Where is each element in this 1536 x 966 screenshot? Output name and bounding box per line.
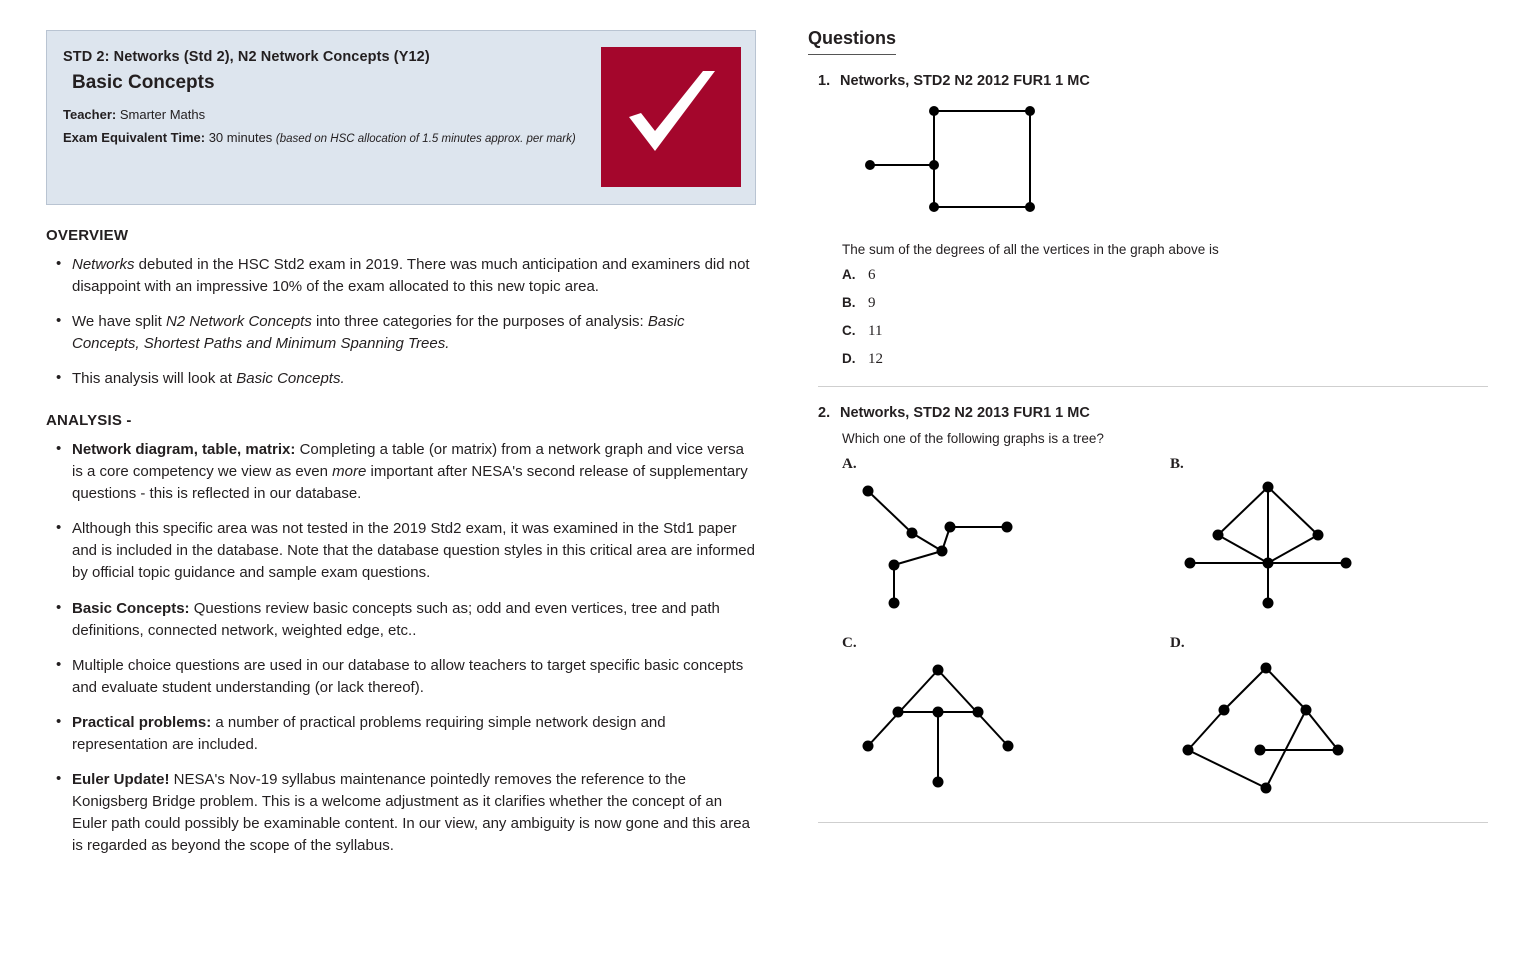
exam-time-row — [63, 129, 583, 148]
question-1-number: 1. — [818, 73, 831, 89]
analysis-bullet-text: NESA's Nov-19 syllabus maintenance pointedly removes the reference to the Konigsberg Bridge problem. This is a welcome adjustment as it clarifies whether the concept of an Euler path could possibly be examinable content. In our view, any ambiguity is now gone and this area is regarded as beyond the scope of the syllabus. — [72, 770, 750, 854]
option-a-graph — [842, 475, 1072, 625]
analysis-heading: ANALYSIS - — [46, 412, 132, 430]
overview-list — [46, 254, 756, 390]
option-b-graph — [1170, 475, 1400, 625]
question-1 — [808, 73, 1498, 368]
overview-bullet-text: We have split — [72, 313, 166, 331]
analysis-bullet-text: a number of practical problems requiring simple network design and representation are included. — [72, 713, 666, 753]
page-title: Basic Concepts — [72, 72, 215, 93]
question-2-option-a — [842, 456, 1170, 625]
option-label: C. — [842, 323, 856, 338]
analysis-bullet-item — [46, 598, 756, 642]
question-1-title — [818, 73, 1498, 89]
header-text-block — [63, 47, 583, 152]
overview-bullet-text: This analysis will look at — [72, 370, 237, 388]
option-value: 12 — [868, 351, 883, 367]
analysis-bullet-text: Basic Concepts: — [72, 599, 190, 617]
overview-bullet-item — [46, 368, 756, 390]
question-2-option-b — [1170, 456, 1498, 625]
overview-bullet-text: Basic Concepts, Shortest Paths and Minimum Spanning Trees. — [72, 313, 685, 353]
analysis-bullet-text: more — [332, 463, 367, 481]
option-a-label: A. — [842, 456, 857, 472]
question-2-body — [842, 431, 1498, 804]
tick-icon — [619, 65, 723, 169]
teacher-row — [63, 106, 583, 125]
question-1-option[interactable] — [842, 267, 1498, 284]
overview-bullet-text: Basic Concepts. — [236, 370, 345, 388]
left-column — [46, 30, 756, 870]
question-2-graph-row-top — [842, 456, 1498, 625]
exam-time-note: (based on HSC allocation of 1.5 minutes approx. per mark) — [275, 132, 576, 145]
overview-bullet-text: into three categories for the purposes of analysis: — [311, 313, 648, 331]
analysis-bullet-item — [46, 712, 756, 756]
overview-bullet-item — [46, 254, 756, 298]
overview-bullet-text: N2 Network Concepts — [165, 313, 312, 331]
analysis-bullet-text: Practical problems: — [72, 713, 212, 731]
question-2-number: 2. — [818, 405, 831, 421]
analysis-bullet-text: Although this specific area was not tested in the 2019 Std2 exam, it was examined in the Std1 paper and is included in the database. Note that the database question styles in this critical area are informed by official topic guidance and sample exam questions. — [72, 520, 755, 582]
option-label: D. — [842, 351, 856, 366]
option-label: A. — [842, 267, 856, 282]
right-column — [808, 28, 1498, 841]
question-1-body — [842, 99, 1498, 368]
question-1-stem: The sum of the degrees of all the vertices in the graph above is — [842, 242, 1219, 257]
question-2-title — [818, 405, 1498, 421]
option-c-label: C. — [842, 635, 857, 651]
question-2 — [808, 405, 1498, 804]
analysis-bullet-text: important after NESA's second release of supplementary questions - this is reflected in our database. — [72, 463, 748, 503]
question-1-option[interactable] — [842, 351, 1498, 368]
option-value: 9 — [868, 295, 876, 311]
teacher-value: Smarter Maths — [116, 107, 206, 122]
analysis-bullet-item — [46, 655, 756, 699]
overview-bullet-item — [46, 311, 756, 355]
analysis-bullet-item — [46, 769, 756, 857]
analysis-bullet-text: Euler Update! — [72, 770, 170, 788]
question-1-option[interactable] — [842, 323, 1498, 340]
overview-heading: OVERVIEW — [46, 227, 129, 244]
question-1-graph — [842, 99, 1102, 234]
tick-logo — [601, 47, 741, 187]
analysis-bullet-text: Questions review basic concepts such as; odd and even vertices, tree and path definitions, connected network, weighted edge, etc.. — [72, 599, 720, 639]
option-d-graph — [1170, 654, 1400, 804]
header-card — [46, 30, 756, 205]
question-divider-2 — [818, 822, 1488, 823]
course-line: STD 2: Networks (Std 2), N2 Network Concepts (Y12) — [63, 49, 430, 65]
question-2-option-d — [1170, 635, 1498, 804]
overview-bullet-text: debuted in the HSC Std2 exam in 2019. There was much anticipation and examiners did not disappoint with an impressive 10% of the exam allocated to this new topic area. — [72, 256, 750, 296]
question-1-title-text: Networks, STD2 N2 2012 FUR1 1 MC — [840, 73, 1090, 89]
question-2-graph-row-bottom — [842, 635, 1498, 804]
option-value: 6 — [868, 267, 876, 283]
overview-bullet-text: Networks — [72, 256, 135, 273]
question-1-option[interactable] — [842, 295, 1498, 312]
analysis-bullet-text: Completing a table (or matrix) from a network graph and vice versa is a core competency we view as even — [72, 441, 744, 481]
option-c-graph — [842, 654, 1072, 804]
exam-time-label: Exam Equivalent Time: — [63, 129, 206, 145]
exam-time-value: 30 minutes — [205, 129, 276, 145]
option-d-label: D. — [1170, 635, 1185, 651]
option-b-label: B. — [1170, 456, 1184, 472]
question-2-title-text: Networks, STD2 N2 2013 FUR1 1 MC — [840, 405, 1090, 421]
analysis-bullet-item — [46, 518, 756, 584]
question-2-stem: Which one of the following graphs is a tree? — [842, 431, 1104, 446]
question-1-options — [842, 267, 1498, 368]
option-value: 11 — [868, 323, 883, 339]
analysis-bullet-text: Multiple choice questions are used in our database to allow teachers to target specific basic concepts and evaluate student understanding (or lack thereof). — [72, 656, 744, 696]
option-label: B. — [842, 295, 856, 310]
analysis-bullet-text: Network diagram, table, matrix: — [72, 441, 296, 459]
analysis-bullet-item — [46, 439, 756, 505]
question-divider-1 — [818, 386, 1488, 387]
teacher-label: Teacher: — [63, 107, 117, 122]
questions-heading: Questions — [808, 28, 896, 55]
analysis-list — [46, 439, 756, 857]
question-2-option-c — [842, 635, 1170, 804]
